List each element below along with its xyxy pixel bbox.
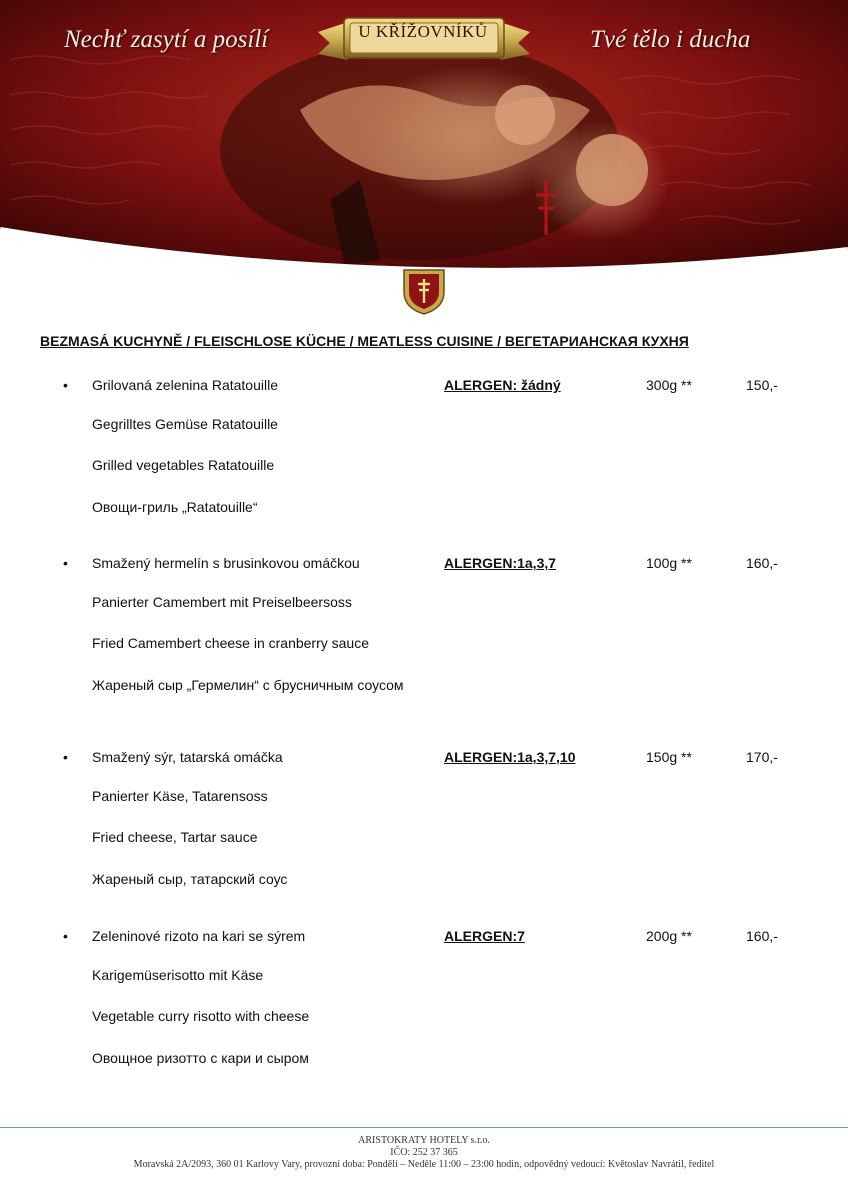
header-banner: [0, 0, 848, 300]
item-allergen: ALERGEN: žádný: [444, 377, 561, 393]
item-weight: 150g **: [646, 749, 692, 765]
item-name-en: Vegetable curry risotto with cheese: [92, 1008, 310, 1024]
item-allergen: ALERGEN:7: [444, 928, 525, 944]
item-name-de: Panierter Käse, Tatarensoss: [92, 788, 268, 804]
item-name-cz: Zeleninové rizoto na kari se sýrem: [92, 928, 306, 944]
item-weight: 300g **: [646, 377, 692, 393]
crest-icon: [398, 266, 450, 316]
item-name-ru: Овощи-гриль „Ratatouille“: [92, 499, 258, 515]
item-name-en: Fried cheese, Tartar sauce: [92, 829, 258, 845]
footer: [0, 1135, 848, 1171]
item-name-ru: Овощное ризотто с кари и сыром: [92, 1050, 309, 1066]
item-name-ru: Жареный сыр „Гермелин“ с брусничным соусом: [92, 677, 404, 693]
footer-company: ARISTOKRATY HOTELY s.r.o.: [358, 1135, 490, 1146]
footer-address: Moravská 2A/2093, 360 01 Karlovy Vary, provozní doba: Pondělí – Neděle 11:00 – 23:00 hodin, odpovědný vedoucí: Květoslav Navrátil, ředitel: [133, 1159, 715, 1170]
item-weight: 200g **: [646, 928, 692, 944]
bullet: •: [63, 555, 68, 571]
item-allergen: ALERGEN:1a,3,7,10: [444, 749, 576, 765]
item-price: 160,-: [746, 928, 778, 944]
motto-right: Tvé tělo i ducha: [590, 26, 751, 53]
item-name-ru: Жареный сыр, татарский соус: [92, 871, 288, 887]
bullet: •: [63, 928, 68, 944]
item-price: 160,-: [746, 555, 778, 571]
restaurant-name: U KŘÍŽOVNÍKŮ: [358, 22, 488, 41]
item-name-cz: Grilovaná zelenina Ratatouille: [92, 377, 278, 393]
item-price: 170,-: [746, 749, 778, 765]
footer-ico: IČO: 252 37 365: [390, 1147, 458, 1158]
item-name-en: Grilled vegetables Ratatouille: [92, 457, 275, 473]
item-price: 150,-: [746, 377, 778, 393]
item-name-de: Panierter Camembert mit Preiselbeersoss: [92, 594, 352, 610]
motto-left: Nechť zasytí a posílí: [64, 26, 269, 53]
footer-divider: [0, 1127, 848, 1128]
bullet: •: [63, 749, 68, 765]
item-name-de: Gegrilltes Gemüse Ratatouille: [92, 416, 278, 432]
item-name-de: Karigemüserisotto mit Käse: [92, 967, 264, 983]
item-name-cz: Smažený sýr, tatarská omáčka: [92, 749, 283, 765]
item-name-en: Fried Camembert cheese in cranberry sauce: [92, 635, 370, 651]
section-title: BEZMASÁ KUCHYNĚ / FLEISCHLOSE KÜCHE / MEATLESS CUISINE / ВЕГЕТАРИАНСКАЯ КУХНЯ: [40, 333, 689, 349]
item-name-cz: Smažený hermelín s brusinkovou omáčkou: [92, 555, 360, 571]
bullet: •: [63, 377, 68, 393]
item-weight: 100g **: [646, 555, 692, 571]
item-allergen: ALERGEN:1a,3,7: [444, 555, 557, 571]
